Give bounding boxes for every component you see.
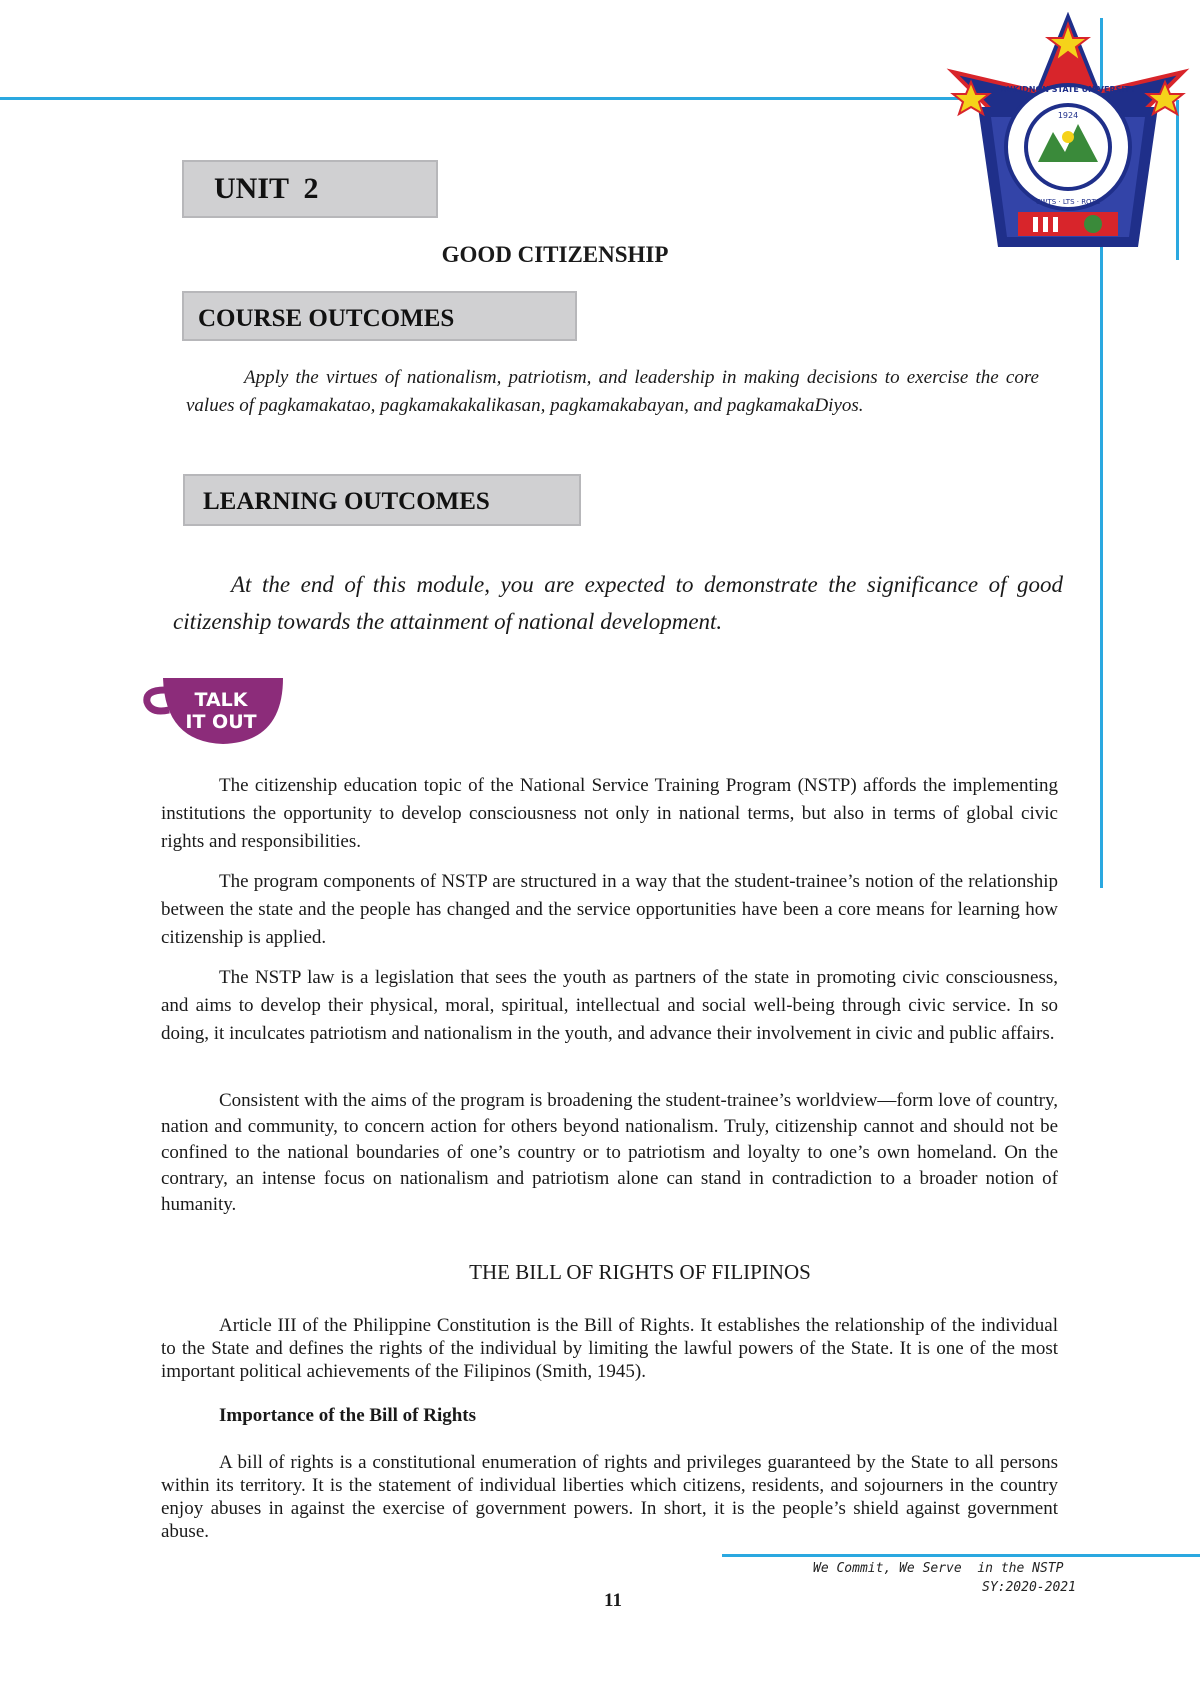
course-outcomes-heading: COURSE OUTCOMES: [198, 305, 455, 332]
body-paragraph-1: The citizenship education topic of the National Service Training Program (NSTP) affords the implementing institutions the opportunity to develop consciousness not only in national terms, but also in terms of global civic rights and responsibilities.: [161, 775, 1058, 852]
body-paragraph-2: The program components of NSTP are structured in a way that the student-trainee’s notion of the relationship between the state and the people has changed and the service opportunities have been a core means for learning how citizenship is applied.: [161, 871, 1058, 948]
learning-outcomes-text: At the end of this module, you are expected to demonstrate the significance of good citizenship towards the attainment of national development.: [173, 572, 1063, 634]
logo-year: 1924: [1057, 111, 1079, 120]
talk-it-out-badge: [143, 676, 288, 746]
importance-body: A bill of rights is a constitutional enumeration of rights and privileges guaranteed by the State to all persons within its territory. It is the statement of individual liberties which citizens, residents, and sojourners in the country enjoy abuses in against the exercise of government powers. In short, it is the people’s shield against government abuse.: [161, 1452, 1058, 1542]
learning-outcomes-heading: LEARNING OUTCOMES: [203, 488, 490, 515]
logo-bottom-text: CWTS · LTS · ROTC: [1035, 198, 1101, 206]
page-title: GOOD CITIZENSHIP: [441, 242, 669, 267]
bill-of-rights-title: THE BILL OF RIGHTS OF FILIPINOS: [469, 1260, 811, 1284]
footer-rule: [722, 1554, 1200, 1557]
talk-it-out-line1: TALK: [194, 689, 248, 711]
university-logo: [943, 12, 1193, 262]
talk-it-out-line2: IT OUT: [185, 711, 257, 733]
footer-school-year: SY:2020-2021: [982, 1580, 1076, 1595]
learning-outcomes-heading-box: [183, 474, 581, 526]
body-paragraph-4: Consistent with the aims of the program is broadening the student-trainee’s worldview—form love of country, nation and community, to concern action for others beyond nationalism. Truly, citizenship cannot and should not be confined to the national boundaries of one’s country or to patriotism and loyalty to one’s own homeland. On the contrary, an intense focus on nationalism and patriotism alone can stand in contradiction to a broader notion of humanity.: [161, 1090, 1058, 1215]
footer-motto: We Commit, We Serve in the NSTP: [813, 1561, 1064, 1576]
page-number: 11: [604, 1590, 622, 1611]
course-outcomes-text: Apply the virtues of nationalism, patriotism, and leadership in making decisions to exercise the core values of pagkamakatao, pagkamakakalikasan, pagkamakabayan, and pagkamakaDiyos.: [186, 367, 1039, 416]
body-paragraph-3: The NSTP law is a legislation that sees the youth as partners of the state in promoting civic consciousness, and aims to develop their physical, moral, spiritual, intellectual and social well-being through civic service. In so doing, it inculcates patriotism and nationalism in the youth, and advance their involvement in civic and public affairs.: [161, 967, 1058, 1044]
importance-subheading: Importance of the Bill of Rights: [219, 1405, 477, 1426]
logo-top-text: BUKIDNON STATE UNIVERSITY: [1000, 85, 1136, 94]
unit-label: UNIT 2: [214, 172, 319, 205]
unit-label-box: [182, 160, 438, 218]
course-outcomes-heading-box: [182, 291, 577, 341]
header-rule: [0, 97, 960, 100]
coffee-cup-icon: [143, 676, 288, 746]
bill-of-rights-intro: Article III of the Philippine Constitution is the Bill of Rights. It establishes the relationship of the individual to the State and defines the rights of the individual by limiting the lawful powers of the State. It is one of the most important political achievements of the Filipinos (Smith, 1945).: [161, 1315, 1058, 1382]
